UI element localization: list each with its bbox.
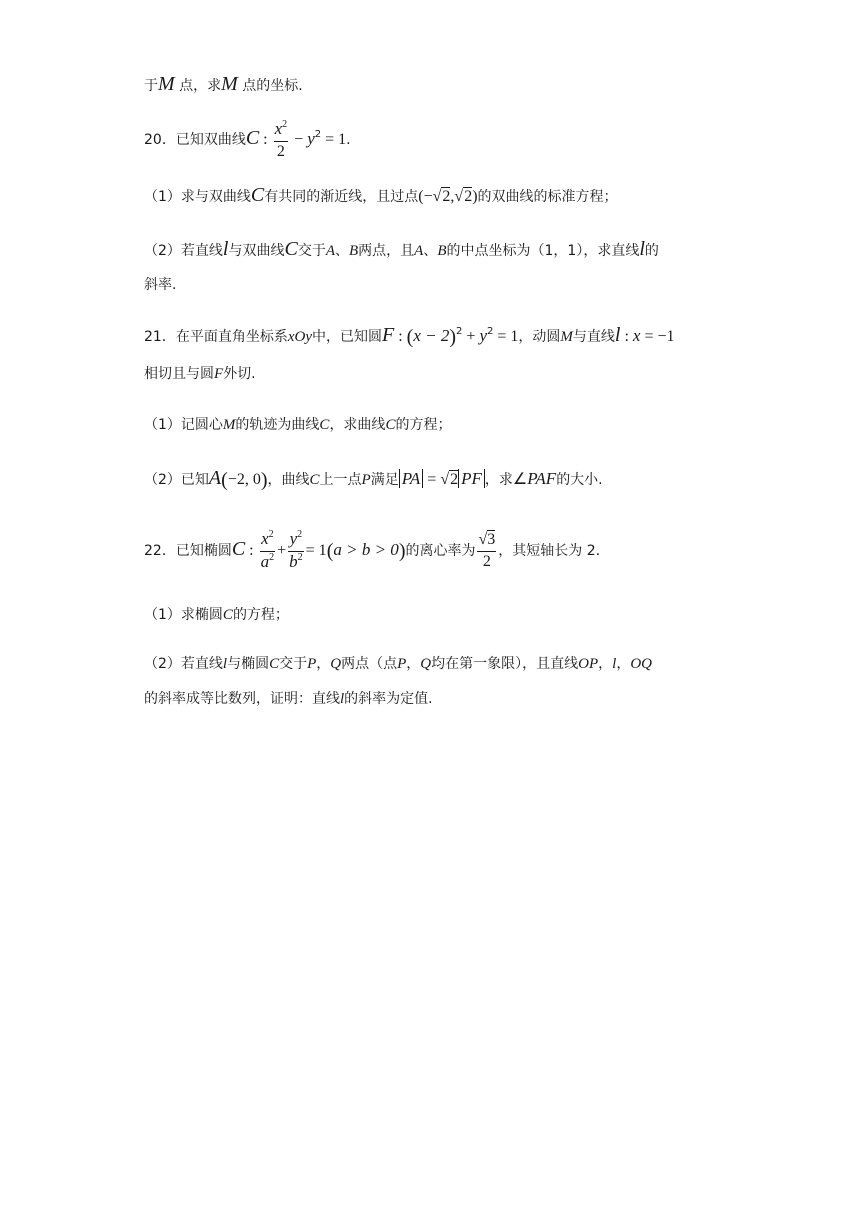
text: . <box>346 132 351 148</box>
text: 相切且与圆 <box>144 366 214 382</box>
part-label: （2） <box>144 243 181 259</box>
part-label: （2） <box>144 472 181 488</box>
fraction-y <box>288 529 304 574</box>
math-expr: a > b > 0 <box>333 540 399 559</box>
exponent: 2 <box>269 551 275 563</box>
math-var: C <box>284 238 298 260</box>
q22-part2-line2 <box>144 688 433 710</box>
denominator: 2 <box>482 553 491 570</box>
question-number: 21． <box>144 329 176 345</box>
text: 点，求 <box>174 78 222 94</box>
text: 已知双曲线 <box>175 132 246 148</box>
math-var: OQ <box>630 656 652 672</box>
math-var: l <box>340 691 345 707</box>
math-var: A <box>208 467 222 489</box>
text: ，其短轴长为 2. <box>498 543 601 559</box>
radical: √ <box>478 531 488 548</box>
text: 在平面直角坐标系 <box>175 329 288 345</box>
math-op: ( <box>326 540 334 562</box>
math-op: : <box>394 328 407 345</box>
math-op: ( <box>406 326 414 348</box>
text: 已知 <box>180 472 209 488</box>
text: 、 <box>423 243 438 259</box>
math-var: x <box>632 326 641 345</box>
q19-continuation <box>144 73 303 97</box>
exponent: 2 <box>486 326 494 337</box>
math-op: − <box>290 131 308 148</box>
text: 斜率. <box>144 277 177 293</box>
q22-part2 <box>144 653 652 675</box>
text: 交于 <box>297 243 326 259</box>
math-var: x <box>274 118 283 138</box>
text: 若直线 <box>180 656 223 672</box>
exponent: 2 <box>297 551 303 563</box>
exponent: 2 <box>268 528 274 540</box>
math-var: M <box>222 417 236 433</box>
text: 求与双曲线 <box>180 189 251 205</box>
text: 中，已知圆 <box>311 329 382 345</box>
math-op: : <box>259 131 272 148</box>
sqrt <box>440 469 458 491</box>
math-var: A <box>414 243 424 259</box>
fraction-x <box>260 529 276 574</box>
text: 记圆心 <box>180 417 223 433</box>
math-var: C <box>385 417 396 433</box>
q20-part1 <box>144 184 618 208</box>
q21-part2 <box>144 467 603 491</box>
math-op: = 1 <box>493 328 519 345</box>
math-op: ) <box>260 469 268 491</box>
text: ，求曲线 <box>329 417 386 433</box>
math-var: OP <box>578 656 599 672</box>
text: 若直线 <box>180 243 223 259</box>
text: 的斜率成等比数列，证明：直线 <box>144 691 340 707</box>
radical: √ <box>432 188 442 205</box>
math-var: C <box>231 538 246 560</box>
fraction-eccentricity <box>477 530 496 572</box>
text: 有共同的渐近线，且过点 <box>264 189 419 205</box>
math-var: x <box>261 528 269 548</box>
radical: √ <box>454 188 464 205</box>
math-var: M <box>158 73 175 95</box>
part-label: （2） <box>144 656 181 672</box>
radicand: 2 <box>442 188 451 205</box>
text: 的 <box>644 243 659 259</box>
math-var: Q <box>330 656 342 672</box>
math-op: ) <box>398 540 406 562</box>
q22-part1 <box>144 604 289 626</box>
q21-part1 <box>144 414 451 436</box>
math-var: l <box>222 238 229 260</box>
math-var: B <box>349 243 359 259</box>
radical: √ <box>440 471 450 488</box>
math-var: l <box>612 656 617 672</box>
text: 与直线 <box>572 329 615 345</box>
sqrt <box>433 186 451 208</box>
text: 的大小. <box>556 472 603 488</box>
math-op: ( <box>221 469 228 491</box>
math-op: (− <box>418 188 433 205</box>
math-var: B <box>437 243 447 259</box>
text: ，求 <box>484 472 513 488</box>
math-var: y <box>289 528 298 548</box>
q20-part2 <box>144 238 659 262</box>
math-op: : <box>620 328 633 345</box>
q20-stem <box>144 116 351 162</box>
text: 与双曲线 <box>228 243 285 259</box>
text: ， <box>406 656 421 672</box>
text: 两点，且 <box>358 243 415 259</box>
question-number: 22． <box>144 543 176 559</box>
text: 的双曲线的标准方程； <box>477 189 618 205</box>
math-expr: x − 2 <box>413 326 450 345</box>
abs-value: PA <box>399 469 424 488</box>
math-var: PAF <box>527 469 557 488</box>
math-op: ) <box>472 188 478 205</box>
exponent: 2 <box>314 129 322 140</box>
fraction <box>274 119 289 162</box>
math-var: P <box>361 472 371 488</box>
math-op: : <box>245 542 258 559</box>
exponent: 2 <box>297 528 303 540</box>
math-op: + <box>277 542 287 559</box>
math-var: F <box>381 324 395 346</box>
math-var: C <box>309 472 320 488</box>
text: 满足 <box>370 472 399 488</box>
text: 交于 <box>279 656 308 672</box>
math-var: a <box>260 551 270 571</box>
text: 两点（点 <box>341 656 398 672</box>
math-var: xOy <box>287 329 312 345</box>
math-var: P <box>397 656 407 672</box>
q21-stem-line2 <box>144 363 256 385</box>
math-var: C <box>245 127 260 149</box>
math-var: y <box>479 326 487 345</box>
math-var: F <box>214 366 224 382</box>
radicand: 2 <box>464 188 473 205</box>
text: 的轨迹为曲线 <box>235 417 320 433</box>
math-var: C <box>222 607 233 623</box>
sqrt <box>454 186 472 208</box>
math-var: l <box>639 238 645 260</box>
text: 于 <box>144 78 158 94</box>
text: 的离心率为 <box>405 543 476 559</box>
text: ， <box>598 656 613 672</box>
math-var: C <box>250 184 265 206</box>
math-op: = <box>423 471 441 488</box>
angle-symbol: ∠ <box>512 471 528 488</box>
text: 外切. <box>223 366 256 382</box>
math-var: C <box>269 656 280 672</box>
text: 均在第一象限），且直线 <box>431 656 579 672</box>
q20-part2-line2 <box>144 274 176 296</box>
text: ，动圆 <box>518 329 561 345</box>
text: ，曲线 <box>267 472 310 488</box>
text: 求椭圆 <box>180 607 223 623</box>
text: ， <box>316 656 331 672</box>
text: 的方程； <box>395 417 452 433</box>
text: 上一点 <box>319 472 362 488</box>
math-op: , <box>450 188 455 205</box>
math-expr: −2, 0 <box>227 471 261 488</box>
exponent: 2 <box>456 326 463 337</box>
text: 的中点坐标为（1，1），求直线 <box>446 243 640 259</box>
math-var: A <box>325 243 335 259</box>
text: 的斜率为定值. <box>344 691 433 707</box>
denominator: 2 <box>276 142 285 160</box>
text: 已知椭圆 <box>175 543 232 559</box>
math-var: y <box>307 129 315 148</box>
exponent: 2 <box>282 118 288 130</box>
text: 、 <box>335 243 349 259</box>
text: 与椭圆 <box>227 656 270 672</box>
math-var: l <box>614 324 621 346</box>
math-var: C <box>319 417 330 433</box>
math-var: M <box>560 329 573 345</box>
math-var: l <box>222 656 228 672</box>
math-op: = 1 <box>305 542 327 559</box>
math-var: M <box>221 73 238 95</box>
text: 点的坐标. <box>237 78 303 94</box>
question-number: 20． <box>144 132 176 148</box>
q22-stem <box>144 525 600 575</box>
text: ， <box>616 656 631 672</box>
math-op: + <box>462 328 480 345</box>
radicand: 3 <box>487 531 496 548</box>
q21-stem <box>144 324 675 348</box>
math-op: = −1 <box>640 328 675 345</box>
abs-value: PF <box>458 469 485 488</box>
part-label: （1） <box>144 607 181 623</box>
radicand: 2 <box>450 471 459 488</box>
math-op: = 1 <box>321 131 347 148</box>
part-label: （1） <box>144 189 181 205</box>
text: 的方程； <box>232 607 289 623</box>
part-label: （1） <box>144 417 181 433</box>
math-var: b <box>289 551 298 571</box>
math-var: Q <box>420 656 432 672</box>
math-var: P <box>307 656 317 672</box>
math-op: ) <box>449 326 457 348</box>
